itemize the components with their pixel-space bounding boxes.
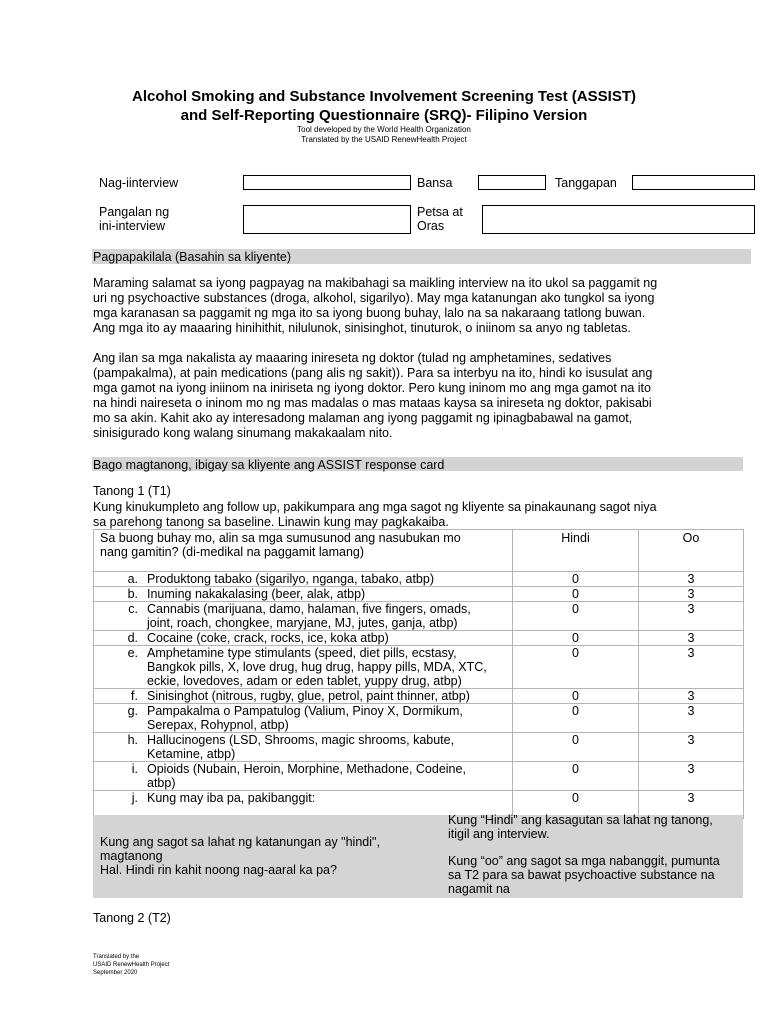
answer-yes-cell[interactable]: 3 [639, 762, 744, 791]
doc-title-line1: Alcohol Smoking and Substance Involvement Screening Test (ASSIST) [132, 88, 636, 105]
date-time-label: Petsa at Oras [417, 205, 463, 233]
answer-yes-cell[interactable]: 3 [639, 602, 744, 631]
answer-no-cell[interactable]: 0 [513, 646, 639, 689]
table-row [94, 602, 744, 631]
table-row [94, 762, 744, 791]
table-row [94, 572, 744, 587]
interviewee-label: Pangalan ng ini-interview [99, 205, 170, 233]
col-header-no: Hindi [513, 530, 639, 572]
row-substance: Pampakalma o Pampatulog (Valium, Pinoy X, Dormikum, Serepax, Rohypnol, atbp) [147, 704, 463, 732]
interviewer-field[interactable] [243, 175, 411, 190]
row-letter: c. [128, 602, 138, 616]
answer-yes-cell[interactable]: 3 [639, 733, 744, 762]
date-time-field[interactable] [482, 205, 755, 234]
table-row [94, 587, 744, 602]
intro-band: Pagpapakilala (Basahin sa kliyente) [92, 249, 751, 264]
answer-no-cell[interactable]: 0 [513, 762, 639, 791]
row-substance: Sinisinghot (nitrous, rugby, glue, petrol, paint thinner, atbp) [147, 689, 470, 703]
row-substance: Produktong tabako (sigarilyo, nganga, tabako, atbp) [147, 572, 434, 586]
country-field[interactable] [478, 175, 546, 190]
q1-header-row [94, 530, 744, 572]
table-row [94, 646, 744, 689]
row-substance: Cocaine (coke, crack, rocks, ice, koka atbp) [147, 631, 389, 645]
answer-yes-cell[interactable]: 3 [639, 572, 744, 587]
answer-yes-cell[interactable]: 3 [639, 631, 744, 646]
answer-no-cell[interactable]: 0 [513, 704, 639, 733]
q1-table [93, 529, 744, 819]
row-substance: Inuming nakakalasing (beer, alak, atbp) [147, 587, 366, 601]
doc-title-line2: and Self-Reporting Questionnaire (SRQ)- Filipino Version [180, 107, 588, 124]
answer-no-cell[interactable]: 0 [513, 791, 639, 819]
table-row [94, 689, 744, 704]
table-row [94, 733, 744, 762]
q1-question-cell: Sa buong buhay mo, alin sa mga sumusunod ang nasubukan mo nang gamitin? (di-medikal na paggamit lamang) [94, 530, 513, 572]
row-letter: j. [131, 791, 138, 805]
doc-subtitle-who: Tool developed by the World Health Organization [297, 125, 471, 134]
row-letter: a. [127, 572, 138, 586]
response-card-band: Bago magtanong, ibigay sa kliyente ang ASSIST response card [92, 457, 743, 471]
office-label: Tanggapan [555, 176, 617, 190]
q1-heading: Tanong 1 (T1) [93, 484, 171, 498]
col-header-yes: Oo [639, 530, 744, 572]
answer-no-cell[interactable]: 0 [513, 602, 639, 631]
row-letter: i. [131, 762, 138, 776]
answer-yes-cell[interactable]: 3 [639, 791, 744, 819]
row-letter: h. [127, 733, 138, 747]
answer-no-cell[interactable]: 0 [513, 631, 639, 646]
row-substance: Kung may iba pa, pakibanggit: [147, 791, 316, 805]
q1-footer-right: Kung “Hindi” ang kasagutan sa lahat ng tanong, itigil ang interview. Kung “oo” ang sagot sa mga nabanggit, pumunta sa T2 para sa bawat psychoactive substance na nagamit na [448, 813, 720, 896]
answer-no-cell[interactable]: 0 [513, 689, 639, 704]
answer-no-cell[interactable]: 0 [513, 572, 639, 587]
row-letter: g. [127, 704, 138, 718]
q1-instructions: Kung kinukumpleto ang follow up, pakikumpara ang mga sagot ng kliyente sa pinakaunang sagot niya sa parehong tanong sa baseline. Linawin kung may pagkakaiba. [93, 500, 657, 529]
row-substance: Amphetamine type stimulants (speed, diet pills, ecstasy, Bangkok pills, X, love drug, hug drug, happy pills, MDA, XTC, eckie, lovedoves, adam or eden tablet, yuppy drug, atbp) [147, 646, 487, 688]
page-footer: Translated by the USAID RenewHealth Project September 2020 [93, 954, 170, 976]
answer-yes-cell[interactable]: 3 [639, 689, 744, 704]
interviewee-field[interactable] [243, 205, 411, 234]
interviewer-label: Nag-iinterview [99, 176, 179, 190]
row-substance: Opioids (Nubain, Heroin, Morphine, Methadone, Codeine, atbp) [147, 762, 466, 790]
answer-no-cell[interactable]: 0 [513, 587, 639, 602]
row-letter: e. [127, 646, 138, 660]
row-letter: b. [127, 587, 138, 601]
q2-heading: Tanong 2 (T2) [93, 911, 171, 925]
answer-no-cell[interactable]: 0 [513, 733, 639, 762]
row-letter: f. [131, 689, 138, 703]
table-row [94, 631, 744, 646]
answer-yes-cell[interactable]: 3 [639, 704, 744, 733]
answer-yes-cell[interactable]: 3 [639, 587, 744, 602]
doc-subtitle-usaid: Translated by the USAID RenewHealth Project [301, 135, 467, 144]
intro-paragraph-2: Ang ilan sa mga nakalista ay maaaring inireseta ng doktor (tulad ng amphetamines, sedatives (pampakalma), at pain medications (pang alis ng sakit)). Para sa interbyu na ito, hindi ko isusulat ang mga gamot na iyong iniinom na iniriseta ng iyong doktor. Pero kung ininom mo ang mga gamot na ito na hindi naireseta o ininom mo ng mas madalas o mas mataas kaysa sa inireseta ng doktor, pakisabi mo sa akin. Kahit ako ay interesadong malaman ang iyong paggamit ng ipinagbabawal na gamot, sinisigurado kong walang sinumang makakaalam nito. [93, 351, 653, 440]
country-label: Bansa [417, 176, 453, 190]
intro-paragraph-1: Maraming salamat sa iyong pagpayag na makibahagi sa maikling interview na ito ukol sa paggamit ng uri ng psychoactive substances (droga, alkohol, sigarilyo). May mga katanungan ako tungkol sa iyong mga karanasan sa paggamit ng mga ito sa iyong buong buhay, lalo na sa nakaraang tatlong buwan. Ang mga ito ay maaaring hinihithit, nilulunok, sinisinghot, tinuturok, o iniinom sa anyo ng tabletas. [93, 276, 658, 335]
row-letter: d. [127, 631, 138, 645]
answer-yes-cell[interactable]: 3 [639, 646, 744, 689]
row-substance: Cannabis (marijuana, damo, halaman, five fingers, omads, joint, roach, chongkee, maryjane, MJ, jutes, ganja, atbp) [147, 602, 471, 630]
office-field[interactable] [632, 175, 755, 190]
q1-footer-left: Kung ang sagot sa lahat ng katanungan ay "hindi", magtanong Hal. Hindi rin kahit noong nag-aaral ka pa? [100, 835, 380, 877]
table-row [94, 704, 744, 733]
row-substance: Hallucinogens (LSD, Shrooms, magic shrooms, kabute, Ketamine, atbp) [147, 733, 455, 761]
